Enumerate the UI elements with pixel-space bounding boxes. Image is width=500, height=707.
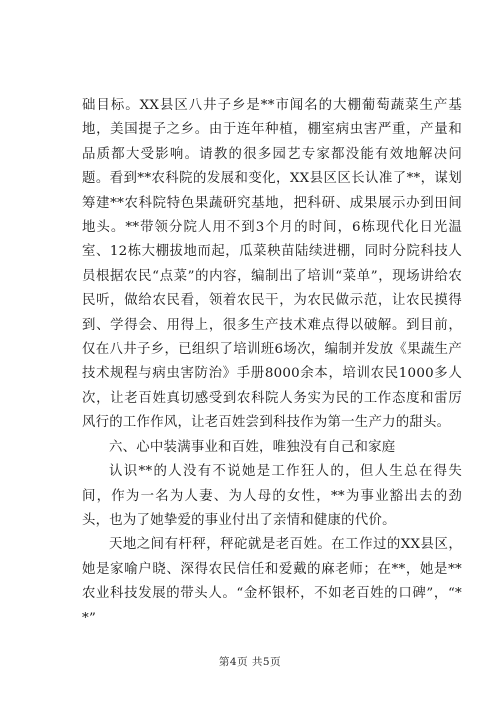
paragraph-scale-of-people: 天地之间有杆秤，秤砣就是老百姓。在工作过的XX县区，她是家喻户晓、深得农民信任和爱戴的麻老师；在**，她是**农业科技发展的带头人。“金杯银杯，不如老百姓的口碑”，“**” — [82, 537, 462, 626]
page-number-footer: 第4页 共5页 — [218, 656, 282, 668]
paragraph-research-base: 础目标。XX县区八井子乡是**市闻名的大棚葡萄蔬菜生产基地，美国提子之乡。由于连年种植，棚室病虫害严重，产量和品质都大受影响。请教的很多园艺专家都没能有效地解决问题。看到**农科院的发展和变化，XX县区区长认准了**，谋划筹建**农科院特色果蔬研究基地，把科研、成果展示办到田间地头。**带领分院人用不到3个月的时间，6栋现代化日光温室、12栋大棚拔地而起，瓜菜秧苗陆续进棚，同时分院科技人员根据农民“点菜”的内容，编制出了培训“菜单”，现场讲给农民听，做给农民看，领着农民干，为农民做示范，让农民摸得到、学得会、用得上，很多生产技术难点得以破解。到目前，仅在八井子乡，已组织了培训班6场次，编制并发放《果蔬生产技术规程与病虫害防治》手册8000余本，培训农民1000多人次，让老百姓真切感受到农科院人务实为民的工作态度和雷厉风行的工作作风，让老百姓尝到科技作为第一生产力的甜头。 — [82, 98, 462, 431]
paragraph-workaholic: 认识**的人没有不说她是工作狂人的，但人生总在得失间，作为一名为人妻、为人母的女性，**为事业豁出去的劲头，也为了她挚爱的事业付出了亲情和健康的代价。 — [82, 464, 462, 528]
document-body — [82, 94, 462, 631]
section-heading-six: 六、心中装满事业和百姓，唯独没有自己和家庭 — [109, 439, 396, 455]
